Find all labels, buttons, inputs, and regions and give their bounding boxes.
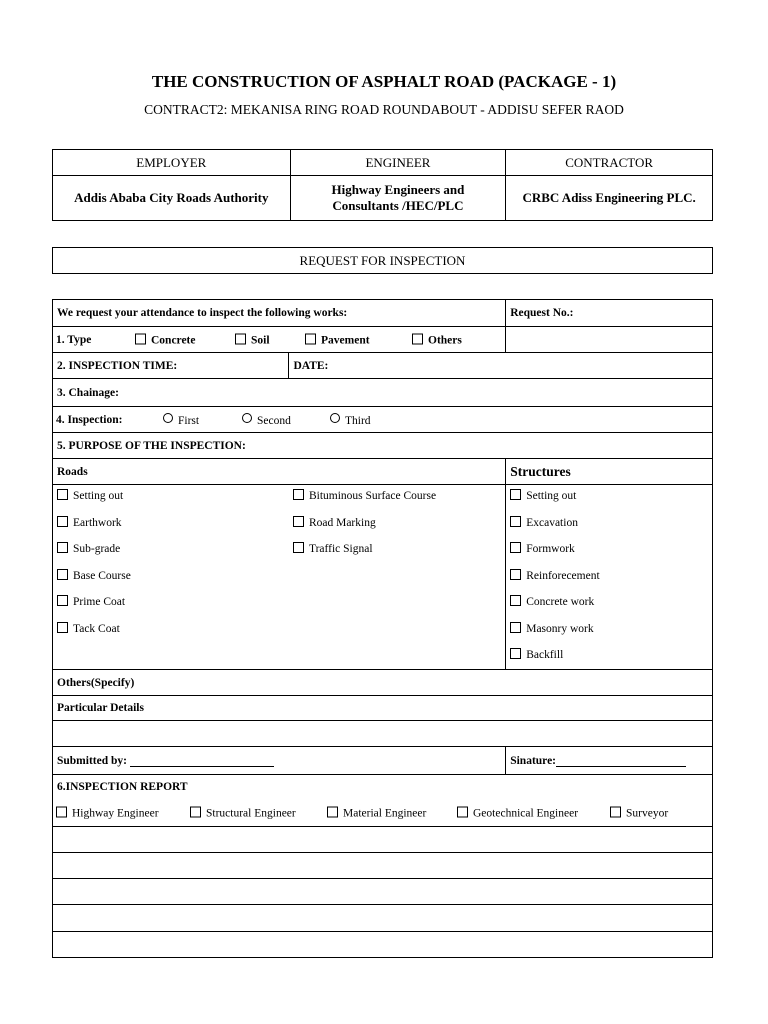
road-item-setting-out[interactable]: Setting out xyxy=(57,489,285,516)
signature-label: Sinature: xyxy=(510,755,557,767)
checkbox-icon[interactable] xyxy=(305,333,316,344)
structures-label: Structures xyxy=(506,459,713,485)
checkbox-icon[interactable] xyxy=(293,542,304,553)
checkbox-icon[interactable] xyxy=(510,622,521,633)
employer-header: EMPLOYER xyxy=(53,150,291,176)
inspection-option-first[interactable]: First xyxy=(163,413,199,427)
checkbox-icon[interactable] xyxy=(135,333,146,344)
checkbox-icon[interactable] xyxy=(510,648,521,659)
type-row xyxy=(53,327,506,353)
engineer-header: ENGINEER xyxy=(290,150,506,176)
report-line[interactable] xyxy=(53,853,713,879)
type-option-pavement[interactable]: Pavement xyxy=(305,333,370,346)
report-roles-row xyxy=(53,800,713,827)
radio-icon[interactable] xyxy=(163,413,173,423)
inspection-form xyxy=(52,299,713,958)
checkbox-icon[interactable] xyxy=(190,806,201,817)
request-no-field[interactable]: Request No.: xyxy=(506,300,713,327)
engineer-name: Highway Engineers and Consultants /HEC/PLC xyxy=(290,176,506,221)
checkbox-icon[interactable] xyxy=(457,806,468,817)
employer-name: Addis Ababa City Roads Authority xyxy=(53,176,291,221)
checkbox-icon[interactable] xyxy=(293,516,304,527)
particular-details-label: Particular Details xyxy=(53,696,713,721)
contract-subtitle: CONTRACT2: MEKANISA RING ROAD ROUNDABOUT - ADDISU SEFER RAOD xyxy=(144,102,624,117)
structure-item-excavation[interactable]: Excavation xyxy=(510,516,708,543)
checkbox-icon[interactable] xyxy=(57,516,68,527)
signature-row xyxy=(506,747,713,775)
radio-icon[interactable] xyxy=(330,413,340,423)
report-line[interactable] xyxy=(53,879,713,905)
road-item-tack-coat[interactable]: Tack Coat xyxy=(57,622,285,649)
checkbox-icon[interactable] xyxy=(57,595,68,606)
inspection-report-label: 6.INSPECTION REPORT xyxy=(53,775,713,800)
roads-list-col2 xyxy=(289,485,506,670)
type-option-others[interactable]: Others xyxy=(412,333,462,346)
role-structural-engineer[interactable]: Structural Engineer xyxy=(190,806,296,819)
inspection-option-third[interactable]: Third xyxy=(330,413,371,427)
type-option-soil[interactable]: Soil xyxy=(235,333,270,346)
attendance-text: We request your attendance to inspect the following works: xyxy=(53,300,506,327)
checkbox-icon[interactable] xyxy=(412,333,423,344)
inspection-row xyxy=(53,407,713,433)
type-option-concrete[interactable]: Concrete xyxy=(135,333,196,346)
checkbox-icon[interactable] xyxy=(510,489,521,500)
report-line[interactable] xyxy=(53,905,713,932)
checkbox-icon[interactable] xyxy=(57,569,68,580)
structure-item-backfill[interactable]: Backfill xyxy=(510,648,708,668)
submitted-by-row xyxy=(53,747,506,775)
inspection-time-field[interactable]: 2. INSPECTION TIME: xyxy=(53,353,289,379)
inspection-label: 4. Inspection: xyxy=(56,413,123,426)
roads-label: Roads xyxy=(53,459,506,485)
others-specify-field[interactable]: Others(Specify) xyxy=(53,670,713,696)
checkbox-icon[interactable] xyxy=(510,542,521,553)
road-item-bituminous-surface-course[interactable]: Bituminous Surface Course xyxy=(293,489,501,516)
road-item-base-course[interactable]: Base Course xyxy=(57,569,285,596)
road-item-road-marking[interactable]: Road Marking xyxy=(293,516,501,543)
document-title: THE CONSTRUCTION OF ASPHALT ROAD (PACKAGE - 1) xyxy=(151,72,617,91)
checkbox-icon[interactable] xyxy=(610,806,621,817)
checkbox-icon[interactable] xyxy=(293,489,304,500)
report-line[interactable] xyxy=(53,827,713,853)
role-surveyor[interactable]: Surveyor xyxy=(610,806,668,819)
checkbox-icon[interactable] xyxy=(57,622,68,633)
checkbox-icon[interactable] xyxy=(57,489,68,500)
radio-icon[interactable] xyxy=(242,413,252,423)
purpose-label: 5. PURPOSE OF THE INSPECTION: xyxy=(53,433,713,459)
contractor-name: CRBC Adiss Engineering PLC. xyxy=(506,176,713,221)
inspection-option-second[interactable]: Second xyxy=(242,413,291,427)
particular-details-field[interactable] xyxy=(53,721,713,747)
role-material-engineer[interactable]: Material Engineer xyxy=(327,806,426,819)
checkbox-icon[interactable] xyxy=(57,542,68,553)
chainage-field[interactable]: 3. Chainage: xyxy=(53,379,713,407)
role-highway-engineer[interactable]: Highway Engineer xyxy=(56,806,159,819)
structures-list xyxy=(506,485,713,670)
road-item-earthwork[interactable]: Earthwork xyxy=(57,516,285,543)
checkbox-icon[interactable] xyxy=(510,569,521,580)
road-item-sub-grade[interactable]: Sub-grade xyxy=(57,542,285,569)
report-line[interactable] xyxy=(53,932,713,958)
structure-item-masonry-work[interactable]: Masonry work xyxy=(510,622,708,649)
checkbox-icon[interactable] xyxy=(510,595,521,606)
road-item-traffic-signal[interactable]: Traffic Signal xyxy=(293,542,501,569)
request-no-value[interactable] xyxy=(506,327,713,353)
structure-item-concrete-work[interactable]: Concrete work xyxy=(510,595,708,622)
structure-item-reinforcement[interactable]: Reinforecement xyxy=(510,569,708,596)
checkbox-icon[interactable] xyxy=(327,806,338,817)
type-label: 1. Type xyxy=(56,333,92,346)
contractor-header: CONTRACTOR xyxy=(506,150,713,176)
checkbox-icon[interactable] xyxy=(235,333,246,344)
submitted-by-label: Submitted by: xyxy=(57,755,127,767)
roads-list-col1 xyxy=(53,485,289,670)
signature-line[interactable] xyxy=(556,754,686,767)
structure-item-setting-out[interactable]: Setting out xyxy=(510,489,708,516)
rfi-title: REQUEST FOR INSPECTION xyxy=(52,247,713,274)
date-field[interactable]: DATE: xyxy=(289,353,713,379)
role-geotechnical-engineer[interactable]: Geotechnical Engineer xyxy=(457,806,578,819)
parties-table xyxy=(52,149,713,221)
submitted-by-line[interactable] xyxy=(130,754,274,767)
structure-item-formwork[interactable]: Formwork xyxy=(510,542,708,569)
checkbox-icon[interactable] xyxy=(510,516,521,527)
road-item-prime-coat[interactable]: Prime Coat xyxy=(57,595,285,622)
checkbox-icon[interactable] xyxy=(56,806,67,817)
